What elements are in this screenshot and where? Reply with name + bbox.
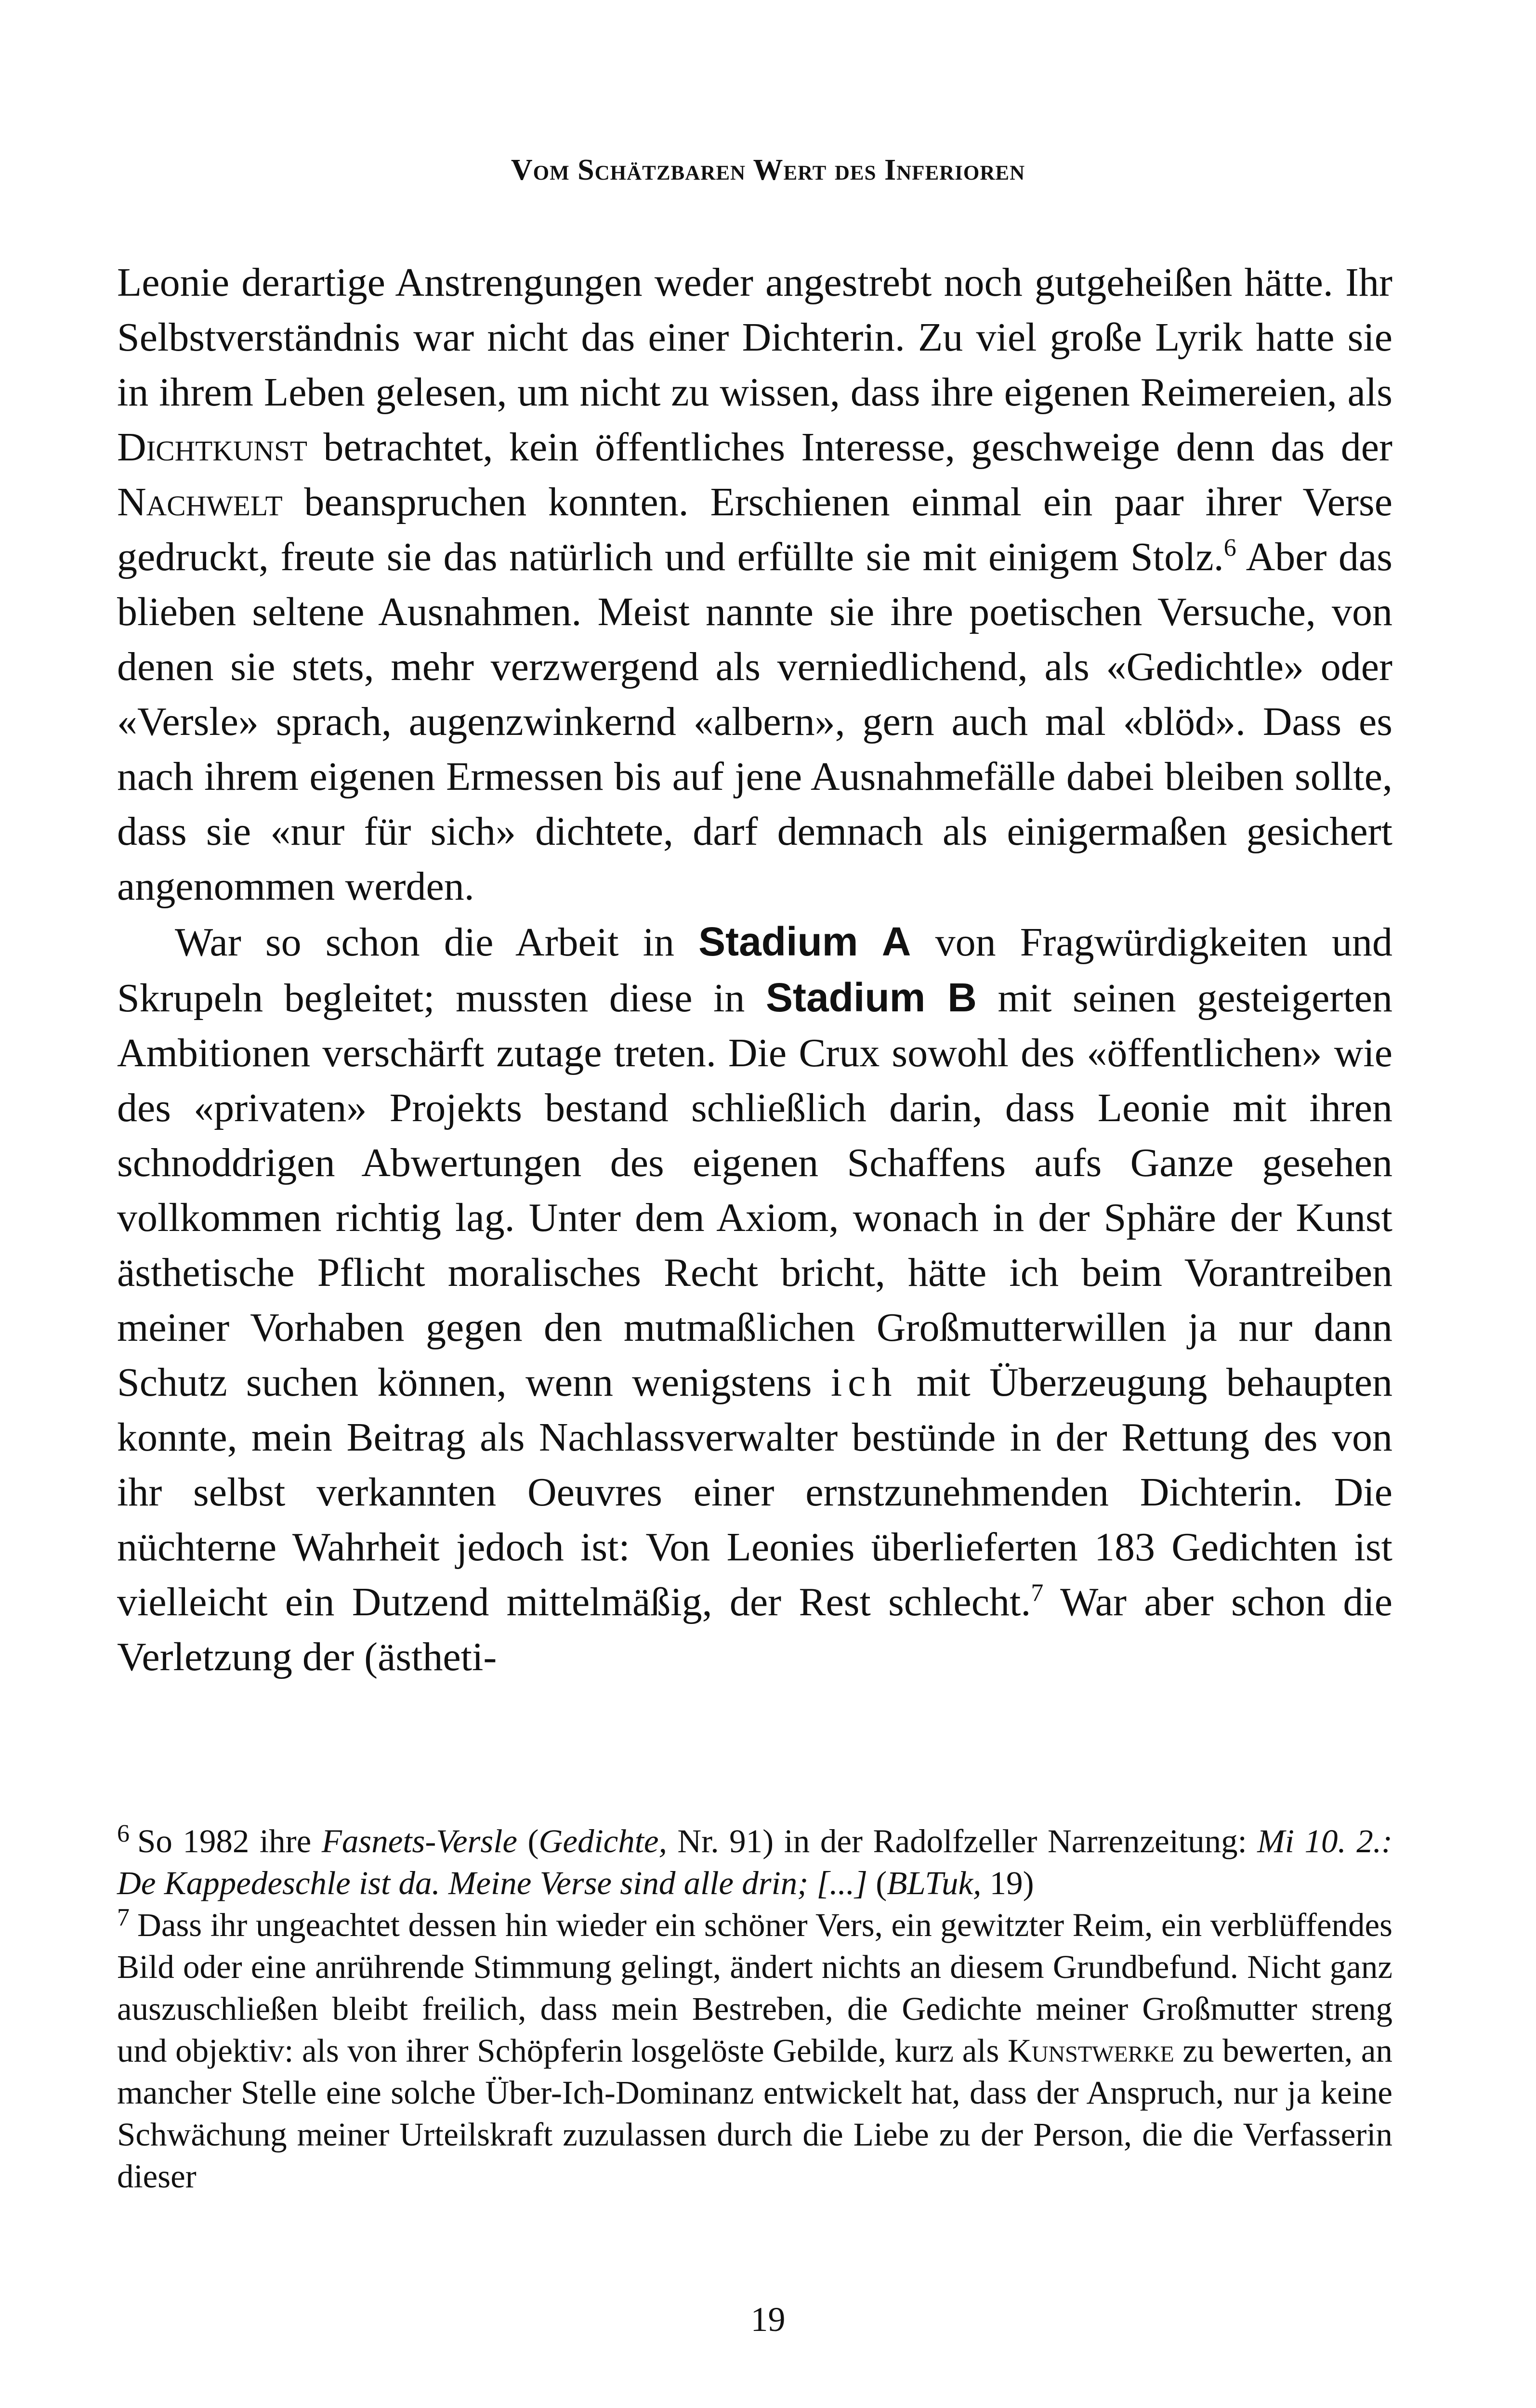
- running-head: Vom Schätzbaren Wert des Inferioren: [511, 154, 1025, 186]
- term-dichtkunst: Dichtkunst: [117, 425, 307, 470]
- footnote-7: [117, 1904, 1392, 2198]
- term-kunstwerke: Kunstwerke: [1007, 2032, 1174, 2069]
- footnote-6-text-1: So 1982 ihre: [137, 1823, 322, 1859]
- paragraph-2-text-1: War so schon die Arbeit in: [175, 920, 699, 965]
- footnote-6-text-3: Nr. 91) in der Radolfzeller Narrenzeitung:: [667, 1823, 1258, 1859]
- footnote-7-text-2: zu bewerten, an mancher Stelle eine solche Über-Ich-Dominanz entwickelt hat, dass der Anspruch, nur ja keine Schwächung meiner Urteilskraft zuzulassen durch die Liebe zu der Person, die die Verfasserin dieser: [117, 2032, 1392, 2195]
- footnote-7-text-1: Dass ihr ungeachtet dessen hin wieder ein schöner Vers, ein gewitzter Reim, ein verblüffendes Bild oder eine anrührende Stimmung gelingt, ändert nichts an diesem Grundbefund. Nicht ganz auszuschließen bleibt freilich, dass mein Bestreben, die Gedichte meiner Großmutter streng und objektiv: als von ihrer Schöpferin losgelöste Gebilde, kurz als: [117, 1907, 1392, 2069]
- footnote-6-text-5: 19): [981, 1865, 1034, 1901]
- source-bltuk: BLTuk,: [887, 1865, 982, 1901]
- footnote-6: [117, 1820, 1392, 1904]
- footnote-ref-7[interactable]: 7: [1031, 1579, 1044, 1607]
- paragraph-2-text-4: mit Überzeugung behaupten konnte, mein Beitrag als Nachlassverwalter bestünde in der Rettung des von ihr selbst verkannten Oeuvres einer ernstzunehmenden Dichterin. Die nüchterne Wahrheit jedoch ist: Von Leonies überlieferten 183 Gedichten ist vielleicht ein Dutzend mittelmäßig, der Rest schlecht.: [117, 1360, 1392, 1624]
- main-text: [117, 255, 1392, 1685]
- paragraph-1-text-3: beanspruchen konnten. Erschienen einmal ein paar ihrer Verse gedruckt, freute sie das natürlich und erfüllte sie mit einigem Stolz.: [117, 480, 1392, 579]
- footnote-6-text-2: (: [517, 1823, 539, 1859]
- title-gedichte: Gedichte,: [538, 1823, 667, 1859]
- paragraph-1-text-4: Aber das blieben seltene Ausnahmen. Meist nannte sie ihre poetischen Versuche, von denen sie stets, mehr verzwergend als verniedlichend, als «Gedichtle» oder «Versle» sprach, augenzwinkernd «albern», gern auch mal «blöd». Dass es nach ihrem eigenen Ermessen bis auf jene Ausnahmefälle dabei bleiben sollte, dass sie «nur für sich» dichtete, darf demnach als einigermaßen gesichert angenommen werden.: [117, 535, 1393, 909]
- footnotes: [117, 1820, 1392, 2198]
- quote-diary: Mi 10. 2.: De Kappedeschle ist da. Meine Verse sind alle drin; [...]: [117, 1823, 1392, 1901]
- title-fasnets-versle: Fasnets-Versle: [321, 1823, 517, 1859]
- paragraph-1: [117, 255, 1392, 914]
- footnote-7-number: 7: [117, 1904, 130, 1931]
- footnote-6-text-4: (: [867, 1865, 887, 1901]
- paragraph-2-text-5: War aber schon die Verletzung der (ästheti-: [117, 1580, 1392, 1679]
- page-number: 19: [750, 2300, 786, 2339]
- term-nachwelt: Nachwelt: [117, 480, 283, 524]
- footnote-ref-6[interactable]: 6: [1223, 534, 1236, 562]
- emphasis-ich: ich: [830, 1360, 898, 1405]
- term-stadium-b: Stadium B: [765, 975, 977, 1020]
- paragraph-2: [117, 914, 1392, 1685]
- footnote-6-number: 6: [117, 1820, 130, 1847]
- term-stadium-a: Stadium A: [698, 919, 911, 964]
- paragraph-1-text-2: betrachtet, kein öffentliches Interesse, geschweige denn das der: [307, 425, 1392, 470]
- paragraph-2-text-3: mit seinen gesteigerten Ambitionen verschärft zutage treten. Die Crux sowohl des «öffentlichen» wie des «privaten» Projekts bestand schließlich darin, dass Leonie mit ihren schnoddrigen Abwertungen des eigenen Schaffens aufs Ganze gesehen vollkommen richtig lag. Unter dem Axiom, wonach in der Sphäre der Kunst ästhetische Pflicht moralisches Recht bricht, hätte ich beim Vorantreiben meiner Vorhaben gegen den mutmaßlichen Großmutterwillen ja nur dann Schutz suchen können, wenn wenigstens: [117, 976, 1392, 1405]
- paragraph-2-text-2: von Fragwürdigkeiten und Skrupeln begleitet; mussten diese in: [117, 920, 1393, 1021]
- paragraph-1-text-1: Leonie derartige Anstrengungen weder angestrebt noch gutgeheißen hätte. Ihr Selbstverständnis war nicht das einer Dichterin. Zu viel große Lyrik hatte sie in ihrem Leben gelesen, um nicht zu wissen, dass ihre eigenen Reimereien, als: [117, 260, 1392, 415]
